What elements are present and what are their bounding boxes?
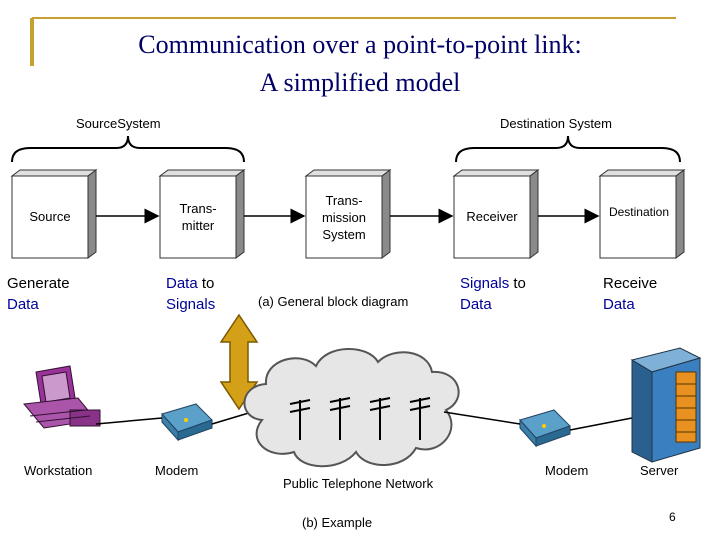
link-modem-server	[570, 418, 632, 430]
server-icon	[632, 348, 700, 462]
slide-title-line2: A simplified model	[259, 68, 461, 97]
label-server: Server	[640, 463, 679, 478]
label-modem-right: Modem	[545, 463, 589, 478]
block-label-receiver: Receiver	[466, 209, 518, 224]
note-signals-word: Signals	[166, 296, 216, 313]
link-workstation-modem	[96, 418, 162, 424]
note-generate-line1: Generate	[7, 275, 70, 292]
page-number: 6	[669, 510, 676, 524]
modem-left-icon	[162, 404, 212, 440]
note-data-word-2: Data	[460, 296, 492, 313]
label-public-telephone-network: Public Telephone Network	[283, 476, 434, 491]
caption-example: (b) Example	[302, 515, 373, 530]
destination-system-label: Destination System	[500, 116, 612, 131]
note-to-word: to	[197, 275, 215, 292]
modem-right-icon	[520, 410, 570, 446]
note-data-word: Data	[166, 275, 198, 292]
note-signals-word-2: Signals	[460, 275, 510, 292]
note-to-word-2: to	[509, 275, 526, 292]
link-network-modem-right	[444, 412, 520, 424]
note-receive-line2: Data	[603, 296, 635, 313]
slide-title-line1: Communication over a point-to-point link:	[138, 30, 582, 59]
block-label-transmission-system: Trans- mission System	[321, 193, 367, 242]
workstation-icon	[24, 366, 100, 428]
block-label-source: Source	[29, 209, 71, 224]
label-workstation: Workstation	[24, 463, 93, 478]
source-system-label: SourceSystem	[76, 116, 161, 131]
block-label-transmitter: Trans- mitter	[179, 201, 217, 233]
note-generate-line2: Data	[7, 296, 39, 313]
note-receive-line1: Receive	[603, 275, 658, 292]
link-modem-network-left	[212, 412, 252, 424]
caption-general-block-diagram: (a) General block diagram	[258, 294, 409, 309]
block-label-destination: Destination	[608, 205, 670, 219]
label-modem-left: Modem	[155, 463, 199, 478]
